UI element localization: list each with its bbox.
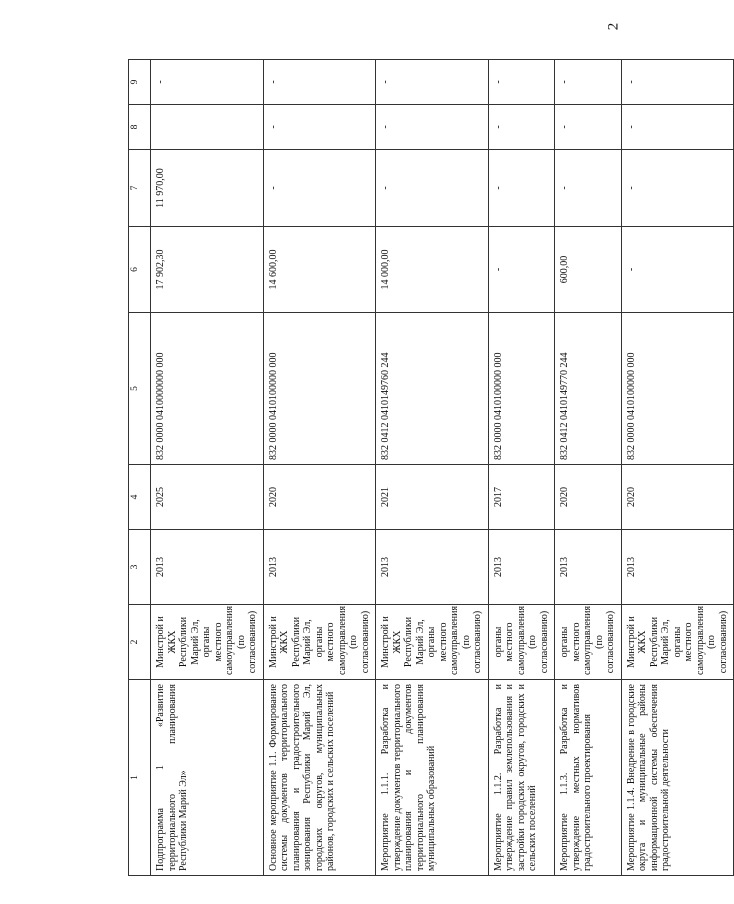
value-col8: -: [488, 105, 555, 150]
executor: Минстрой и ЖКХ Республики Марий Эл, органы местного самоуправления (по согласованию): [621, 605, 734, 680]
start-year: 2013: [263, 530, 376, 605]
value-col8: -: [621, 105, 734, 150]
value-col9: -: [621, 60, 734, 105]
header-cell: 5: [129, 313, 151, 465]
start-year: 2013: [621, 530, 734, 605]
table-row: [376, 60, 489, 876]
budget-code: 832 0000 0410000000 000: [151, 313, 264, 465]
end-year: 2020: [263, 465, 376, 530]
value-col9: -: [151, 60, 264, 105]
value-col8: [151, 105, 264, 150]
header-row: [129, 60, 151, 876]
header-cell: 2: [129, 605, 151, 680]
activity-name: Основное мероприятие 1.1. Формирование системы документов территориального планирования и градостроительного зонирования Республики Марий Эл, городских округов, муниципальных районов, городских и сельских поселений: [263, 680, 376, 876]
start-year: 2013: [376, 530, 489, 605]
header-cell: 6: [129, 227, 151, 313]
header-cell: 9: [129, 60, 151, 105]
program-table: [128, 59, 734, 876]
value-col9: -: [263, 60, 376, 105]
end-year: 2020: [621, 465, 734, 530]
budget-code: 832 0000 0410100000 000: [621, 313, 734, 465]
budget-code: 832 0412 0410149760 244: [376, 313, 489, 465]
table-row: [151, 60, 264, 876]
end-year: 2020: [555, 465, 622, 530]
start-year: 2013: [488, 530, 555, 605]
budget-code: 832 0000 0410100000 000: [263, 313, 376, 465]
end-year: 2021: [376, 465, 489, 530]
header-cell: 3: [129, 530, 151, 605]
executor: органы местного самоуправления (по согласованию): [488, 605, 555, 680]
rotated-table-sheet: [128, 60, 729, 876]
value-col6: 14 600,00: [263, 227, 376, 313]
end-year: 2025: [151, 465, 264, 530]
budget-code: 832 0000 0410100000 000: [488, 313, 555, 465]
value-col8: -: [376, 105, 489, 150]
table-row: [488, 60, 555, 876]
value-col6: -: [621, 227, 734, 313]
header-cell: 4: [129, 465, 151, 530]
value-col9: -: [488, 60, 555, 105]
value-col7: -: [376, 150, 489, 227]
executor: Минстрой и ЖКХ Республики Марий Эл, органы местного самоуправления (по согласованию): [376, 605, 489, 680]
value-col7: -: [621, 150, 734, 227]
value-col9: -: [555, 60, 622, 105]
value-col8: -: [263, 105, 376, 150]
budget-code: 832 0412 0410149770 244: [555, 313, 622, 465]
activity-name: Мероприятие 1.1.2. Разработка и утверждение правил землепользования и застройки городских округов, городских и сельских поселений: [488, 680, 555, 876]
table-row: [555, 60, 622, 876]
activity-name: Подпрограмма 1 «Развитие территориального планирования Республики Марий Эл»: [151, 680, 264, 876]
table-row: [263, 60, 376, 876]
value-col6: 17 902,30: [151, 227, 264, 313]
activity-name: Мероприятие 1.1.1. Разработка и утверждение документов территориального планирования и документов территориального планирования муниципальных образований: [376, 680, 489, 876]
header-cell: 1: [129, 680, 151, 876]
header-cell: 7: [129, 150, 151, 227]
activity-name: Мероприятие 1.1.4. Внедрение в городские округа и муниципальные районы информационной системы обеспечения градостроительной деятельности: [621, 680, 734, 876]
table-row: [621, 60, 734, 876]
start-year: 2013: [555, 530, 622, 605]
value-col6: -: [488, 227, 555, 313]
page-number: 2: [605, 22, 622, 31]
activity-name: Мероприятие 1.1.3. Разработка и утверждение местных нормативов градостроительного проектирования: [555, 680, 622, 876]
executor: Минстрой и ЖКХ Республики Марий Эл, органы местного самоуправления (по согласованию): [151, 605, 264, 680]
value-col7: -: [488, 150, 555, 227]
start-year: 2013: [151, 530, 264, 605]
value-col6: 14 000,00: [376, 227, 489, 313]
value-col9: -: [376, 60, 489, 105]
value-col8: -: [555, 105, 622, 150]
value-col7: 11 970,00: [151, 150, 264, 227]
end-year: 2017: [488, 465, 555, 530]
value-col7: -: [555, 150, 622, 227]
header-cell: 8: [129, 105, 151, 150]
executor: органы местного самоуправления (по согласованию): [555, 605, 622, 680]
value-col7: -: [263, 150, 376, 227]
executor: Минстрой и ЖКХ Республики Марий Эл, органы местного самоуправления (по согласованию): [263, 605, 376, 680]
value-col6: 600,00: [555, 227, 622, 313]
